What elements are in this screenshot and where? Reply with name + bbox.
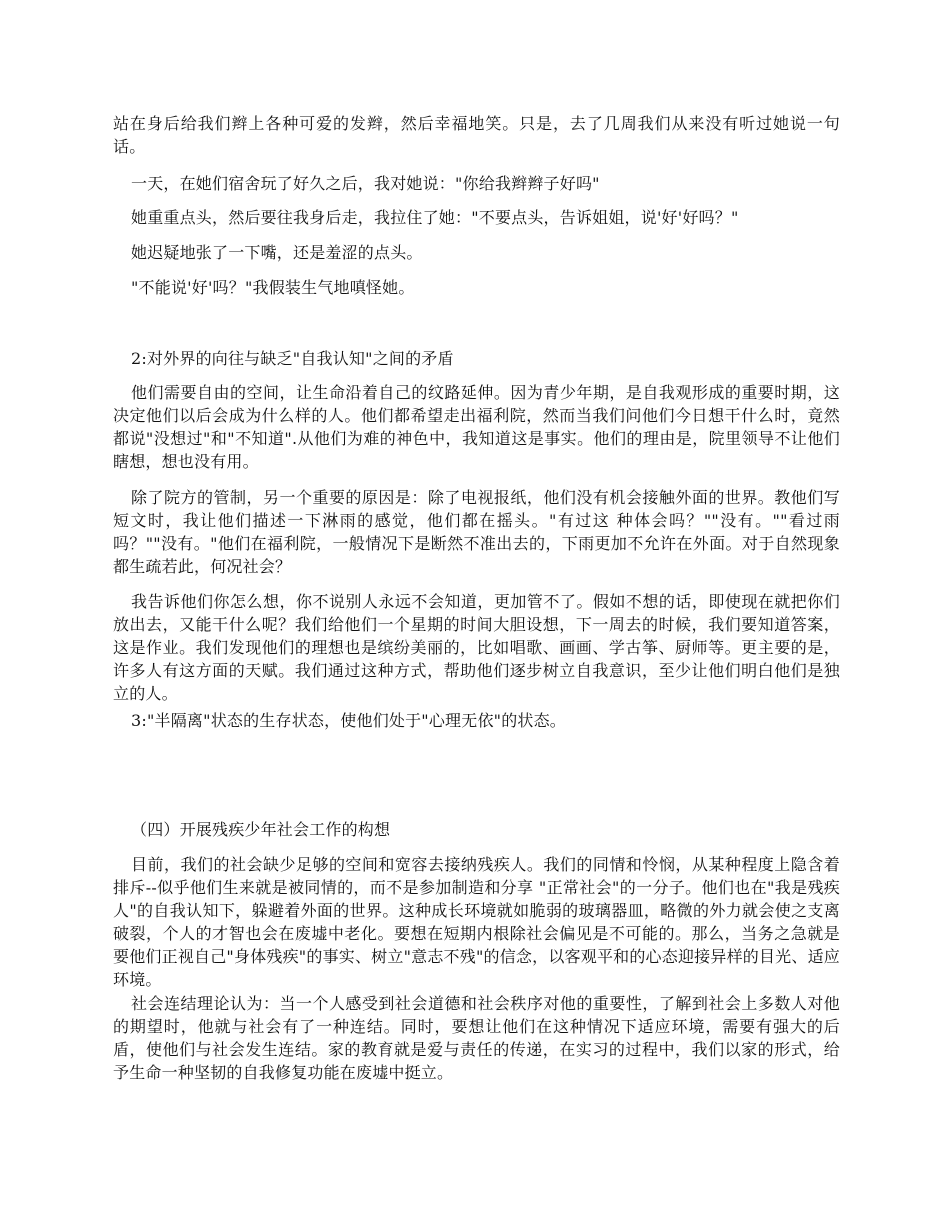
paragraph-free-space: 他们需要自由的空间，让生命沿着自己的纹路延伸。因为青少年期，是自我观形成的重要时期，这决定他们以后会成为什么样的人。他们都希望走出福利院，然而当我们问他们今日想干什么时，竟然都说"没想过"和"不知道".从他们为难的神色中，我知道这是事实。他们的理由是，院里领导不让他们瞎想，想也没有用。 <box>113 383 840 471</box>
section-heading-2: 2:对外界的向往与缺乏"自我认知"之间的矛盾 <box>131 349 454 368</box>
paragraph-social-bond-theory: 社会连结理论认为：当一个人感受到社会道德和社会秩序对他的重要性，了解到社会上多数人对他的期望时，他就与社会有了一种连结。同时，要想让他们在这种情况下适应环境，需要有强大的后盾，使他们与社会发生连结。家的教育就是爱与责任的传递，在实习的过程中，我们以家的形式，给予生命一种坚韧的自我修复功能在废墟中挺立。 <box>113 994 840 1082</box>
paragraph-society-space: 目前，我们的社会缺少足够的空间和宽容去接纳残疾人。我们的同情和怜悯，从某种程度上隐含着排斥--似乎他们生来就是被同情的，而不是参加制造和分享 "正常社会"的一分子。他们也在"我是残疾人"的自我认知下，躲避着外面的世界。这种成长环境就如脆弱的玻璃器皿，略微的外力就会使之支离破裂，个人的才智也会在废墟中老化。要想在短期内根除社会偏见是不可能的。那么，当务之急就是要他们正视自己"身体残疾"的事实、树立"意志不残"的信念，以客观平和的心态迎接异样的目光、适应环境。 <box>113 855 840 989</box>
paragraph-hesitate: 她迟疑地张了一下嘴，还是羞涩的点头。 <box>131 243 423 262</box>
paragraph-braiding-intro: 站在身后给我们辫上各种可爱的发辫，然后幸福地笑。只是，去了几周我们从来没有听过她说一句话。 <box>113 114 840 156</box>
paragraph-pretend-angry: "不能说'好'吗？"我假装生气地嗔怪她。 <box>131 278 415 297</box>
section-heading-3: 3:"半隔离"状态的生存状态，使他们处于"心理无依"的状态。 <box>131 711 567 730</box>
paragraph-nod: 她重重点头，然后要往我身后走，我拉住了她："不要点头，告诉姐姐，说'好'好吗？" <box>131 208 739 227</box>
paragraph-self-awareness: 我告诉他们你怎么想，你不说别人永远不会知道，更加管不了。假如不想的话，即使现在就把你们放出去，又能干什么呢？我们给他们一个星期的时间大胆设想，下一周去的时候，我们要知道答案，这是作业。我们发现他们的理想也是缤纷美丽的，比如唱歌、画画、学古筝、厨师等。更主要的是，许多人有这方面的天赋。我们通过这种方式，帮助他们逐步树立自我意识，至少让他们明白他们是独立的人。 <box>113 592 840 703</box>
paragraph-ask-braid: 一天，在她们宿舍玩了好久之后，我对她说："你给我辫辫子好吗" <box>131 174 600 193</box>
section-heading-four: （四）开展残疾少年社会工作的构想 <box>131 820 391 839</box>
paragraph-management: 除了院方的管制，另一个重要的原因是：除了电视报纸，他们没有机会接触外面的世界。教他们写短文时，我让他们描述一下淋雨的感觉，他们都在摇头。"有过这 种体会吗？""没有。""看过雨吗？""没有。"他们在福利院，一般情况下是断然不准出去的，下雨更加不允许在外面。对于自然现象都生疏若此，何况社会？ <box>113 488 840 576</box>
